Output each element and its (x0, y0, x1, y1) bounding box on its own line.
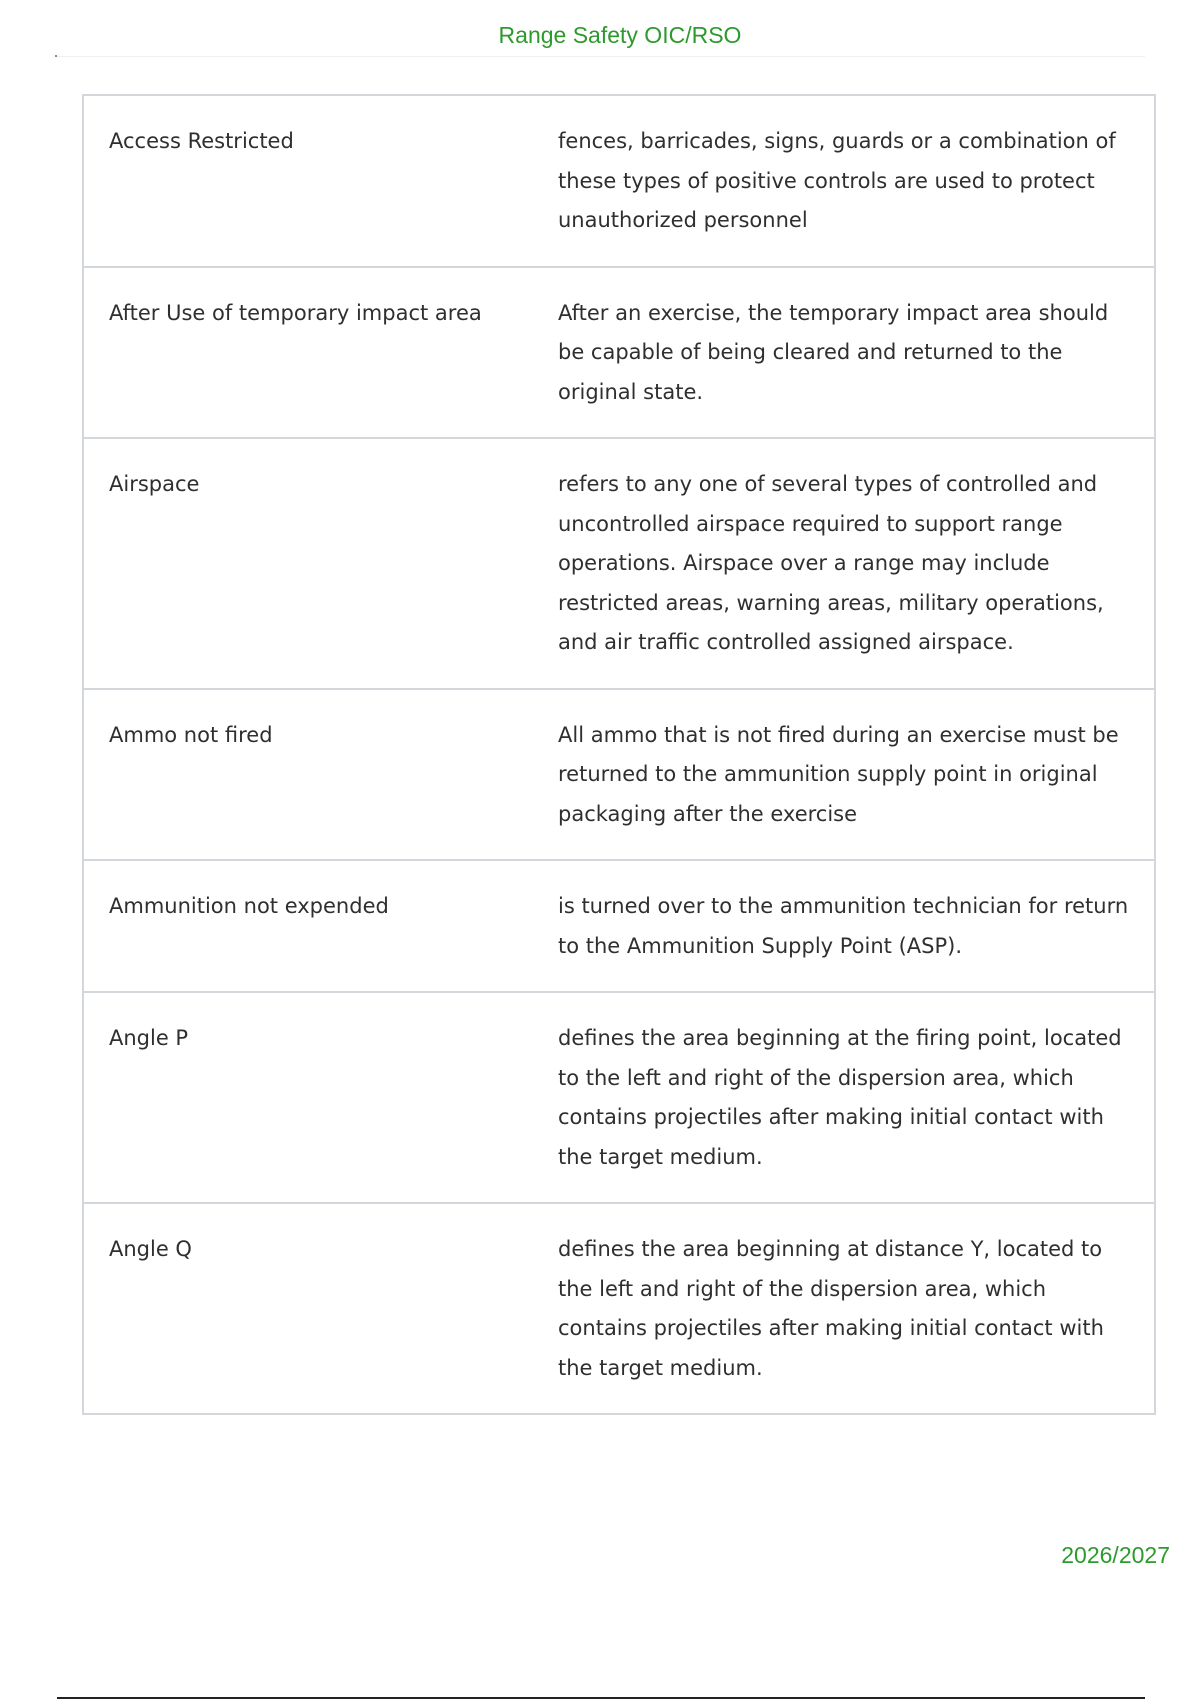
table-row (83, 689, 1155, 861)
term-cell: Angle P (83, 992, 538, 1203)
page-header-title: Range Safety OIC/RSO (498, 22, 742, 48)
table-row (83, 95, 1155, 267)
definition-cell: defines the area beginning at distance Y, located to the left and right of the dispersion area, which contains projectiles after making initial contact with the target medium. (538, 1203, 1155, 1414)
table-row (83, 1203, 1155, 1414)
term-cell: Ammo not fired (83, 689, 538, 861)
footer-year: 2026/2027 (1061, 1542, 1170, 1568)
table-row (83, 267, 1155, 439)
definition-cell: defines the area beginning at the firing point, located to the left and right of the dispersion area, which contains projectiles after making initial contact with the target medium. (538, 992, 1155, 1203)
term-cell: Access Restricted (83, 95, 538, 267)
definition-cell: is turned over to the ammunition technician for return to the Ammunition Supply Point (ASP). (538, 860, 1155, 992)
definition-cell: fences, barricades, signs, guards or a combination of these types of positive controls are used to protect unauthorized personnel (538, 95, 1155, 267)
footer-divider (57, 1697, 1145, 1699)
definition-cell: refers to any one of several types of controlled and uncontrolled airspace required to support range operations. Airspace over a range may include restricted areas, warning areas, military operations, and air traffic controlled assigned airspace. (538, 438, 1155, 689)
header-divider (57, 56, 1145, 57)
table-row (83, 992, 1155, 1203)
definition-cell: All ammo that is not fired during an exercise must be returned to the ammunition supply point in original packaging after the exercise (538, 689, 1155, 861)
table-row (83, 860, 1155, 992)
term-cell: After Use of temporary impact area (83, 267, 538, 439)
table-row (83, 438, 1155, 689)
term-cell: Airspace (83, 438, 538, 689)
definition-cell: After an exercise, the temporary impact area should be capable of being cleared and returned to the original state. (538, 267, 1155, 439)
flashcard-table (82, 94, 1156, 1415)
term-cell: Ammunition not expended (83, 860, 538, 992)
term-cell: Angle Q (83, 1203, 538, 1414)
